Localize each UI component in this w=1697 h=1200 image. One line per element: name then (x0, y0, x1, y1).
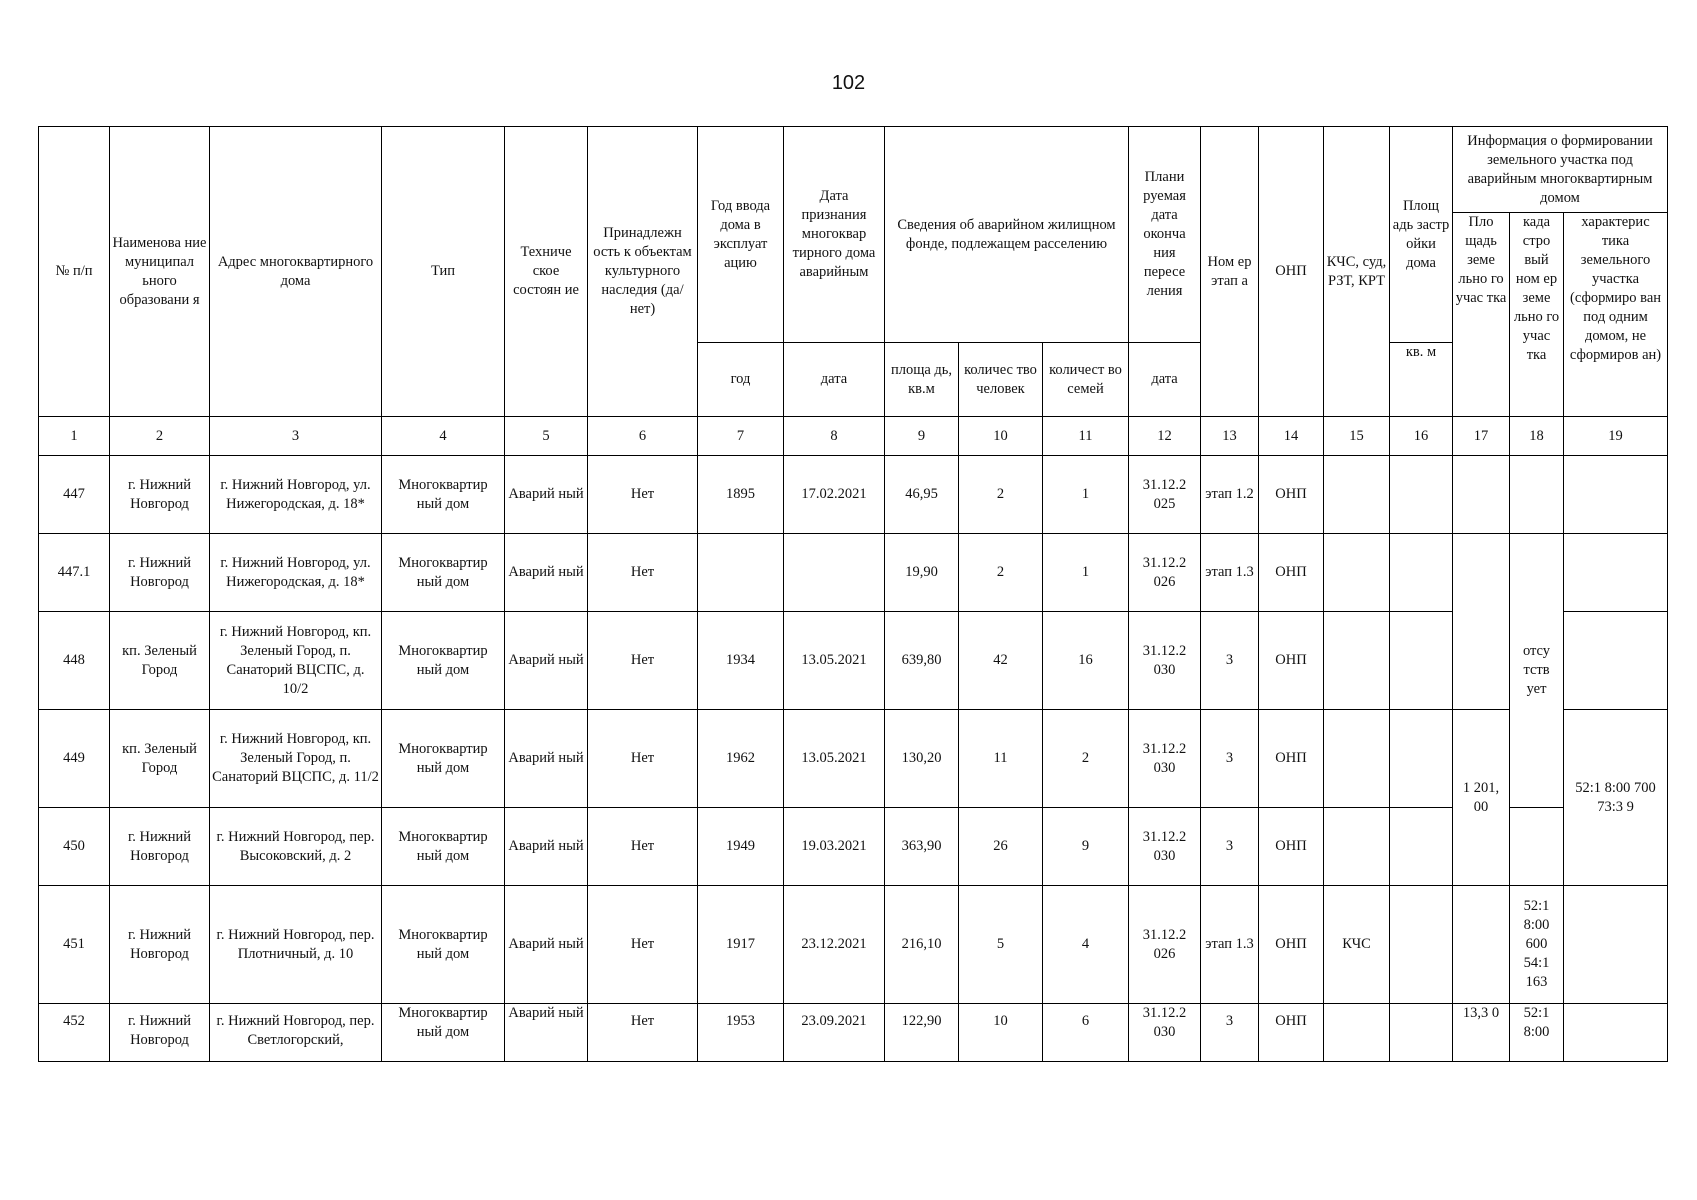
col-number: 3 (210, 417, 382, 456)
cell-families: 9 (1043, 808, 1129, 886)
header-planned-end: Плани руемая дата оконча ния пересе ления (1129, 127, 1201, 343)
cell-number: 448 (39, 612, 110, 710)
table-row (39, 534, 1668, 612)
header-row-1 (39, 127, 1668, 213)
cell-stage: этап 1.3 (1201, 886, 1259, 1004)
cell-cadastral-absent: отсу тств ует (1510, 534, 1564, 808)
cell-address: г. Нижний Новгород, пер. Светлогорский, (210, 1004, 382, 1062)
cell-people: 5 (959, 886, 1043, 1004)
cell-type: Многоквартир ный дом (382, 456, 505, 534)
cell-people: 10 (959, 1004, 1043, 1062)
header-onp: ОНП (1259, 127, 1324, 417)
cell-people: 26 (959, 808, 1043, 886)
cell-date (784, 534, 885, 612)
cell-date: 17.02.2021 (784, 456, 885, 534)
subheader-date: дата (784, 343, 885, 417)
cell-end-date: 31.12.2 030 (1129, 710, 1201, 808)
cell-state: Аварий ный (505, 1004, 588, 1062)
cell-number: 447.1 (39, 534, 110, 612)
cell-date: 13.05.2021 (784, 710, 885, 808)
cell-stage: этап 1.3 (1201, 534, 1259, 612)
subheader-people: количес тво человек (959, 343, 1043, 417)
cell-people: 2 (959, 456, 1043, 534)
cell-families: 16 (1043, 612, 1129, 710)
subheader-families: количест во семей (1043, 343, 1129, 417)
cell-area: 19,90 (885, 534, 959, 612)
cell-heritage: Нет (588, 886, 698, 1004)
cell-people: 42 (959, 612, 1043, 710)
cell-building-area (1390, 808, 1453, 886)
header-date-emergency: Дата признания многоквар тирного дома аварийным (784, 127, 885, 343)
cell-area: 122,90 (885, 1004, 959, 1062)
cell-building-area (1390, 456, 1453, 534)
col-number: 14 (1259, 417, 1324, 456)
cell-stage: этап 1.2 (1201, 456, 1259, 534)
cell-end-date: 31.12.2 026 (1129, 886, 1201, 1004)
header-num: № п/п (39, 127, 110, 417)
cell-end-date: 31.12.2 030 (1129, 1004, 1201, 1062)
cell-land-characteristic (1510, 808, 1564, 886)
cell-families: 1 (1043, 456, 1129, 534)
header-stage: Ном ер этап а (1201, 127, 1259, 417)
cell-date: 23.12.2021 (784, 886, 885, 1004)
header-land-area: Пло щадь земе льно го учас тка (1453, 213, 1510, 417)
cell-land-area: 1 201, 00 (1453, 710, 1510, 886)
cell-area: 639,80 (885, 612, 959, 710)
col-number: 1 (39, 417, 110, 456)
cell-building-area (1390, 1004, 1453, 1062)
cell-building-area (1390, 710, 1453, 808)
table-row (39, 1004, 1668, 1062)
table-row (39, 886, 1668, 1004)
header-municipality: Наименова ние муниципал ьного образовани я (110, 127, 210, 417)
cell-stage: 3 (1201, 710, 1259, 808)
cell-onp: ОНП (1259, 612, 1324, 710)
cell-area: 46,95 (885, 456, 959, 534)
cell-number: 452 (39, 1004, 110, 1062)
cell-municipality: кп. Зеленый Город (110, 612, 210, 710)
cell-end-date: 31.12.2 026 (1129, 534, 1201, 612)
subheader-area: площа дь, кв.м (885, 343, 959, 417)
header-emergency-fund: Сведения об аварийном жилищном фонде, подлежащем расселению (885, 127, 1129, 343)
subheader-year: год (698, 343, 784, 417)
cell-land-characteristic (1564, 612, 1668, 710)
cell-end-date: 31.12.2 030 (1129, 808, 1201, 886)
cell-type: Многоквартир ный дом (382, 710, 505, 808)
header-land-info: Информация о формировании земельного участка под аварийным многоквартирным домом (1453, 127, 1668, 213)
cell-stage: 3 (1201, 612, 1259, 710)
cell-kchs (1324, 1004, 1390, 1062)
cell-families: 1 (1043, 534, 1129, 612)
col-number: 15 (1324, 417, 1390, 456)
subheader-building-area-unit: кв. м (1390, 343, 1453, 417)
cell-municipality: кп. Зеленый Город (110, 710, 210, 808)
cell-land-characteristic (1564, 1004, 1668, 1062)
resettlement-table (38, 126, 1668, 1062)
cell-municipality: г. Нижний Новгород (110, 886, 210, 1004)
cell-onp: ОНП (1259, 808, 1324, 886)
cell-state: Аварий ный (505, 456, 588, 534)
cell-land-area: 13,3 0 (1453, 1004, 1510, 1062)
cell-heritage: Нет (588, 612, 698, 710)
cell-end-date: 31.12.2 025 (1129, 456, 1201, 534)
col-number: 12 (1129, 417, 1201, 456)
table-row (39, 612, 1668, 710)
cell-land-characteristic (1564, 456, 1668, 534)
table-row (39, 710, 1668, 808)
col-number: 8 (784, 417, 885, 456)
cell-land-characteristic (1564, 886, 1668, 1004)
header-building-area: Площ адь застр ойки дома (1390, 127, 1453, 343)
cell-cadastral: 52:1 8:00 600 54:1 163 (1510, 886, 1564, 1004)
cell-state: Аварий ный (505, 886, 588, 1004)
page-number: 102 (831, 72, 866, 94)
cell-building-area (1390, 612, 1453, 710)
cell-type: Многоквартир ный дом (382, 808, 505, 886)
col-number: 4 (382, 417, 505, 456)
cell-families: 4 (1043, 886, 1129, 1004)
col-number: 13 (1201, 417, 1259, 456)
cell-land-characteristic (1564, 534, 1668, 612)
col-number: 16 (1390, 417, 1453, 456)
cell-year (698, 534, 784, 612)
cell-year: 1917 (698, 886, 784, 1004)
cell-cadastral: 52:1 8:00 700 73:3 9 (1564, 710, 1668, 886)
cell-area: 216,10 (885, 886, 959, 1004)
cell-cadastral: 52:1 8:00 (1510, 1004, 1564, 1062)
cell-year: 1895 (698, 456, 784, 534)
cell-land-area (1453, 456, 1510, 534)
header-address: Адрес многоквартирного дома (210, 127, 382, 417)
cell-onp: ОНП (1259, 710, 1324, 808)
cell-kchs: КЧС (1324, 886, 1390, 1004)
cell-people: 2 (959, 534, 1043, 612)
cell-people: 11 (959, 710, 1043, 808)
cell-municipality: г. Нижний Новгород (110, 534, 210, 612)
col-number: 17 (1453, 417, 1510, 456)
cell-municipality: г. Нижний Новгород (110, 1004, 210, 1062)
cell-area: 130,20 (885, 710, 959, 808)
header-kchs: КЧС, суд, РЗТ, КРТ (1324, 127, 1390, 417)
header-land-characteristic: характерис тика земельного участка (сформиро ван под одним домом, не сформиров ан) (1564, 213, 1668, 417)
col-number: 5 (505, 417, 588, 456)
cell-year: 1949 (698, 808, 784, 886)
cell-municipality: г. Нижний Новгород (110, 456, 210, 534)
cell-address: г. Нижний Новгород, ул. Нижегородская, д. 18* (210, 534, 382, 612)
cell-heritage: Нет (588, 456, 698, 534)
cell-onp: ОНП (1259, 1004, 1324, 1062)
cell-kchs (1324, 456, 1390, 534)
cell-kchs (1324, 808, 1390, 886)
cell-state: Аварий ный (505, 808, 588, 886)
cell-onp: ОНП (1259, 534, 1324, 612)
cell-families: 6 (1043, 1004, 1129, 1062)
cell-stage: 3 (1201, 1004, 1259, 1062)
col-number: 9 (885, 417, 959, 456)
col-number: 11 (1043, 417, 1129, 456)
header-cadastral: када стро вый ном ер земе льно го учас тка (1510, 213, 1564, 417)
cell-land-area (1453, 886, 1510, 1004)
cell-number: 447 (39, 456, 110, 534)
cell-land-area (1453, 534, 1510, 710)
column-number-row (39, 417, 1668, 456)
cell-address: г. Нижний Новгород, ул. Нижегородская, д. 18* (210, 456, 382, 534)
cell-number: 450 (39, 808, 110, 886)
cell-type: Многоквартир ный дом (382, 886, 505, 1004)
cell-number: 451 (39, 886, 110, 1004)
cell-stage: 3 (1201, 808, 1259, 886)
cell-heritage: Нет (588, 710, 698, 808)
cell-onp: ОНП (1259, 886, 1324, 1004)
header-tech-state: Техниче ское состоян ие (505, 127, 588, 417)
header-year-built: Год ввода дома в эксплуат ацию (698, 127, 784, 343)
table-row (39, 456, 1668, 534)
cell-kchs (1324, 710, 1390, 808)
col-number: 6 (588, 417, 698, 456)
cell-date: 23.09.2021 (784, 1004, 885, 1062)
cell-heritage: Нет (588, 534, 698, 612)
cell-families: 2 (1043, 710, 1129, 808)
cell-cadastral (1510, 456, 1564, 534)
cell-end-date: 31.12.2 030 (1129, 612, 1201, 710)
cell-heritage: Нет (588, 1004, 698, 1062)
col-number: 7 (698, 417, 784, 456)
cell-area: 363,90 (885, 808, 959, 886)
cell-onp: ОНП (1259, 456, 1324, 534)
cell-state: Аварий ный (505, 612, 588, 710)
cell-municipality: г. Нижний Новгород (110, 808, 210, 886)
cell-date: 19.03.2021 (784, 808, 885, 886)
col-number: 2 (110, 417, 210, 456)
cell-number: 449 (39, 710, 110, 808)
cell-building-area (1390, 534, 1453, 612)
cell-address: г. Нижний Новгород, пер. Высоковский, д. 2 (210, 808, 382, 886)
cell-kchs (1324, 534, 1390, 612)
cell-date: 13.05.2021 (784, 612, 885, 710)
cell-type: Многоквартир ный дом (382, 534, 505, 612)
cell-kchs (1324, 612, 1390, 710)
header-heritage: Принадлежн ость к объектам культурного наследия (да/нет) (588, 127, 698, 417)
cell-state: Аварий ный (505, 710, 588, 808)
cell-year: 1953 (698, 1004, 784, 1062)
col-number: 18 (1510, 417, 1564, 456)
col-number: 19 (1564, 417, 1668, 456)
subheader-end-date: дата (1129, 343, 1201, 417)
cell-year: 1934 (698, 612, 784, 710)
col-number: 10 (959, 417, 1043, 456)
header-type: Тип (382, 127, 505, 417)
cell-address: г. Нижний Новгород, кп. Зеленый Город, п. Санаторий ВЦСПС, д. 11/2 (210, 710, 382, 808)
cell-building-area (1390, 886, 1453, 1004)
cell-address: г. Нижний Новгород, пер. Плотничный, д. 10 (210, 886, 382, 1004)
cell-heritage: Нет (588, 808, 698, 886)
cell-type: Многоквартир ный дом (382, 1004, 505, 1062)
cell-year: 1962 (698, 710, 784, 808)
cell-address: г. Нижний Новгород, кп. Зеленый Город, п. Санаторий ВЦСПС, д. 10/2 (210, 612, 382, 710)
cell-type: Многоквартир ный дом (382, 612, 505, 710)
cell-state: Аварий ный (505, 534, 588, 612)
table-row (39, 808, 1668, 886)
